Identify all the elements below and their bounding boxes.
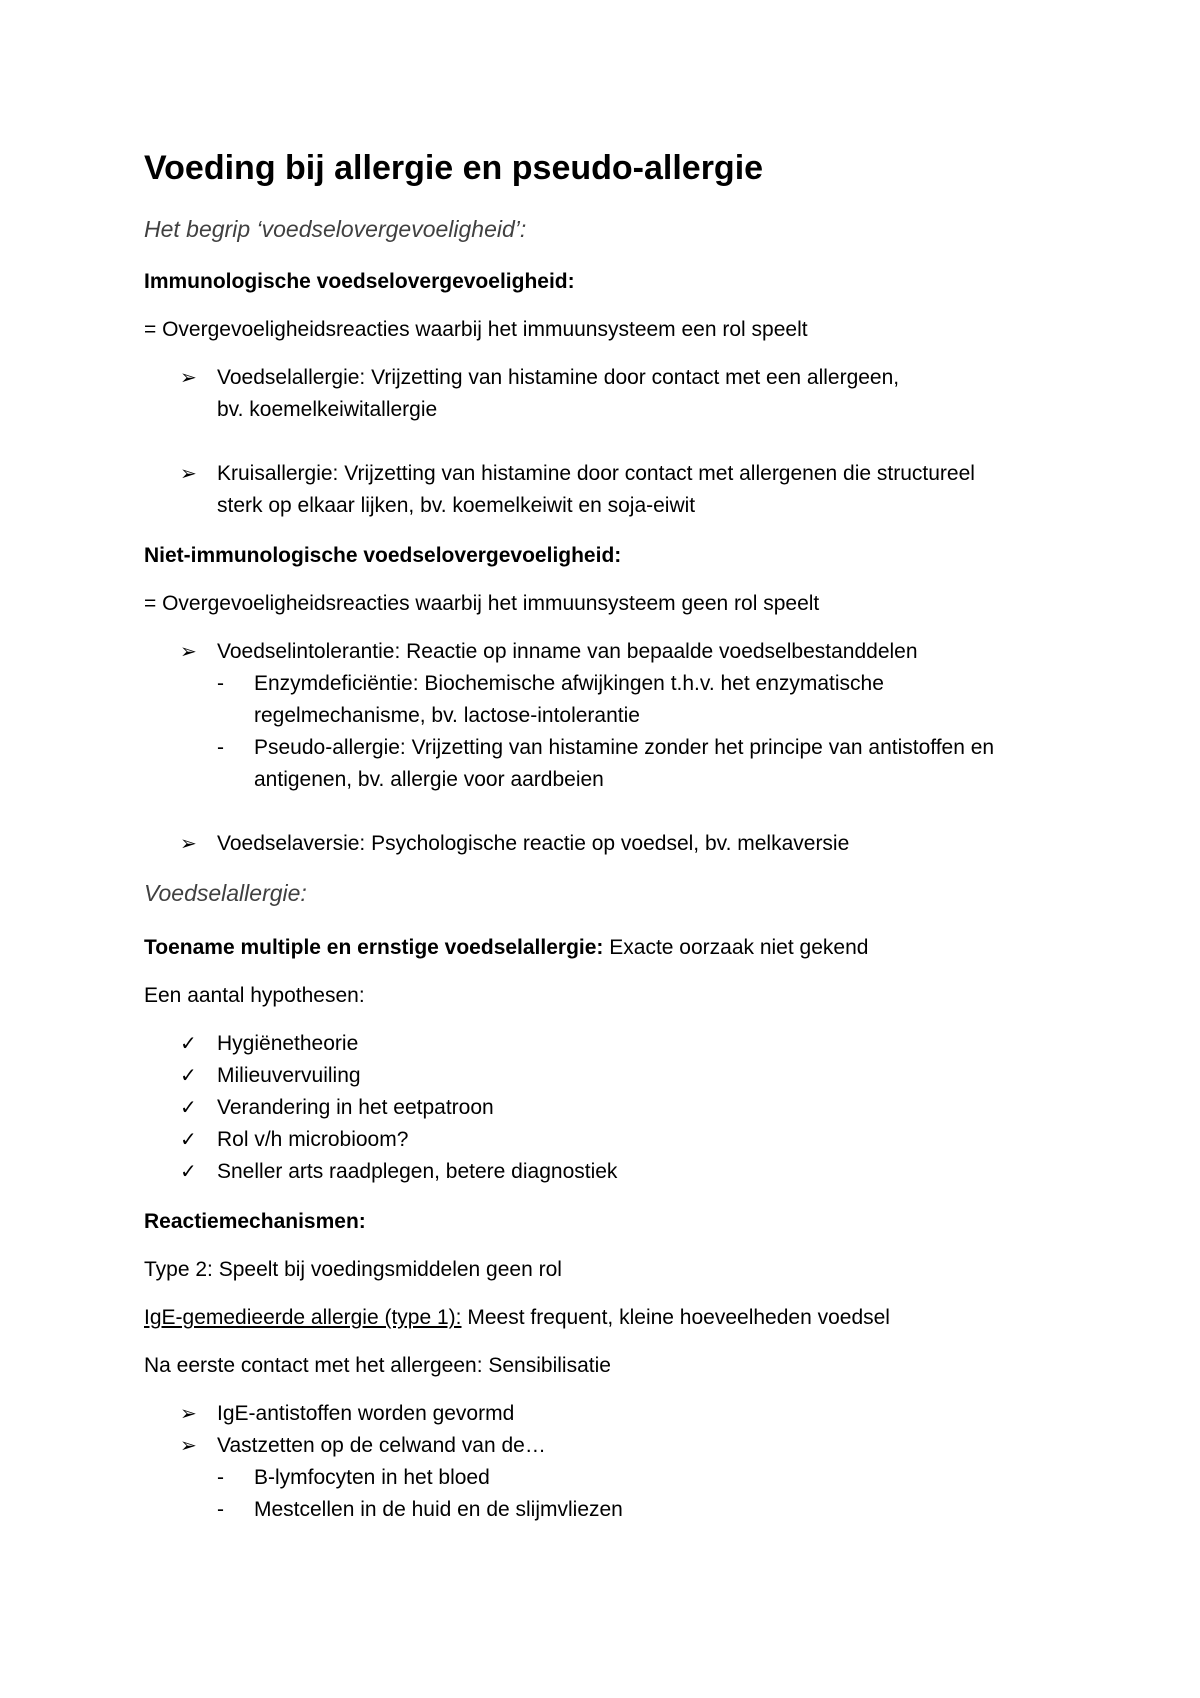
list-item-aversie: Voedselaversie: Psychologische reactie op voedsel, bv. melkaversie	[217, 832, 850, 855]
sub-item-b-lymfocyten: B-lymfocyten in het bloed	[254, 1466, 490, 1489]
arrow-bullet-icon: ➢	[180, 367, 197, 389]
check-icon: ✓	[180, 1129, 197, 1151]
paragraph-ige	[144, 1302, 890, 1334]
list-item-vastzetten: Vastzetten op de celwand van de…	[217, 1434, 546, 1457]
hypothese-item: Hygiënetheorie	[217, 1032, 359, 1055]
dash-bullet-icon: -	[217, 1466, 224, 1489]
list-item-intolerantie: Voedselintolerantie: Reactie op inname van bepaalde voedselbestanddelen	[217, 640, 918, 663]
toename-bold: Toename multiple en ernstige voedselallergie:	[144, 936, 604, 959]
sub-item-mestcellen: Mestcellen in de huid en de slijmvliezen	[254, 1498, 623, 1521]
list-item-voedselallergie-cont: bv. koemelkeiwitallergie	[217, 398, 438, 421]
arrow-bullet-icon: ➢	[180, 833, 197, 855]
toename-rest: Exacte oorzaak niet gekend	[603, 936, 869, 959]
heading-voedselallergie: Voedselallergie:	[144, 880, 307, 906]
paragraph-type2: Type 2: Speelt bij voedingsmiddelen geen rol	[144, 1258, 562, 1281]
arrow-bullet-icon: ➢	[180, 1403, 197, 1425]
list-item-ige-antistoffen: IgE-antistoffen worden gevormd	[217, 1402, 515, 1425]
dash-bullet-icon: -	[217, 736, 224, 759]
heading-niet-immunologisch: Niet-immunologische voedselovergevoeligheid:	[144, 544, 622, 567]
sub-item-pseudo-allergie: Pseudo-allergie: Vrijzetting van histamine zonder het principe van antistoffen en	[254, 736, 995, 759]
arrow-bullet-icon: ➢	[180, 1435, 197, 1457]
hypothese-item: Sneller arts raadplegen, betere diagnostiek	[217, 1160, 618, 1183]
hypothese-item: Milieuvervuiling	[217, 1064, 361, 1087]
page-title: Voeding bij allergie en pseudo-allergie	[144, 149, 764, 187]
list-item-voedselallergie: Voedselallergie: Vrijzetting van histamine door contact met een allergeen,	[217, 366, 900, 389]
definition-immunologisch: = Overgevoeligheidsreacties waarbij het immuunsysteem een rol speelt	[144, 318, 808, 341]
sub-item-pseudo-allergie-cont: antigenen, bv. allergie voor aardbeien	[254, 768, 604, 791]
definition-niet-immunologisch: = Overgevoeligheidsreacties waarbij het immuunsysteem geen rol speelt	[144, 592, 820, 615]
heading-immunologisch: Immunologische voedselovergevoeligheid:	[144, 270, 575, 293]
check-icon: ✓	[180, 1033, 197, 1055]
heading-begrip: Het begrip ‘voedselovergevoeligheid’:	[144, 216, 527, 242]
sub-item-enzymdeficientie-cont: regelmechanisme, bv. lactose-intolerantie	[254, 704, 640, 727]
dash-bullet-icon: -	[217, 1498, 224, 1521]
hypothese-item: Verandering in het eetpatroon	[217, 1096, 494, 1119]
paragraph-toename	[144, 932, 868, 964]
sub-item-enzymdeficientie: Enzymdeficiëntie: Biochemische afwijkingen t.h.v. het enzymatische	[254, 672, 884, 695]
hypothese-item: Rol v/h microbioom?	[217, 1128, 409, 1151]
arrow-bullet-icon: ➢	[180, 463, 197, 485]
hypothesen-intro: Een aantal hypothesen:	[144, 984, 365, 1007]
ige-underlined: IgE-gemedieerde allergie (type 1):	[144, 1306, 462, 1329]
arrow-bullet-icon: ➢	[180, 641, 197, 663]
heading-reactiemechanismen: Reactiemechanismen:	[144, 1210, 366, 1233]
check-icon: ✓	[180, 1065, 197, 1087]
list-item-kruisallergie: Kruisallergie: Vrijzetting van histamine door contact met allergenen die structureel	[217, 462, 975, 485]
dash-bullet-icon: -	[217, 672, 224, 695]
ige-rest: Meest frequent, kleine hoeveelheden voedsel	[461, 1306, 890, 1329]
check-icon: ✓	[180, 1097, 197, 1119]
check-icon: ✓	[180, 1161, 197, 1183]
list-item-kruisallergie-cont: sterk op elkaar lijken, bv. koemelkeiwit en soja-eiwit	[217, 494, 696, 517]
paragraph-na-eerste: Na eerste contact met het allergeen: Sensibilisatie	[144, 1354, 611, 1377]
